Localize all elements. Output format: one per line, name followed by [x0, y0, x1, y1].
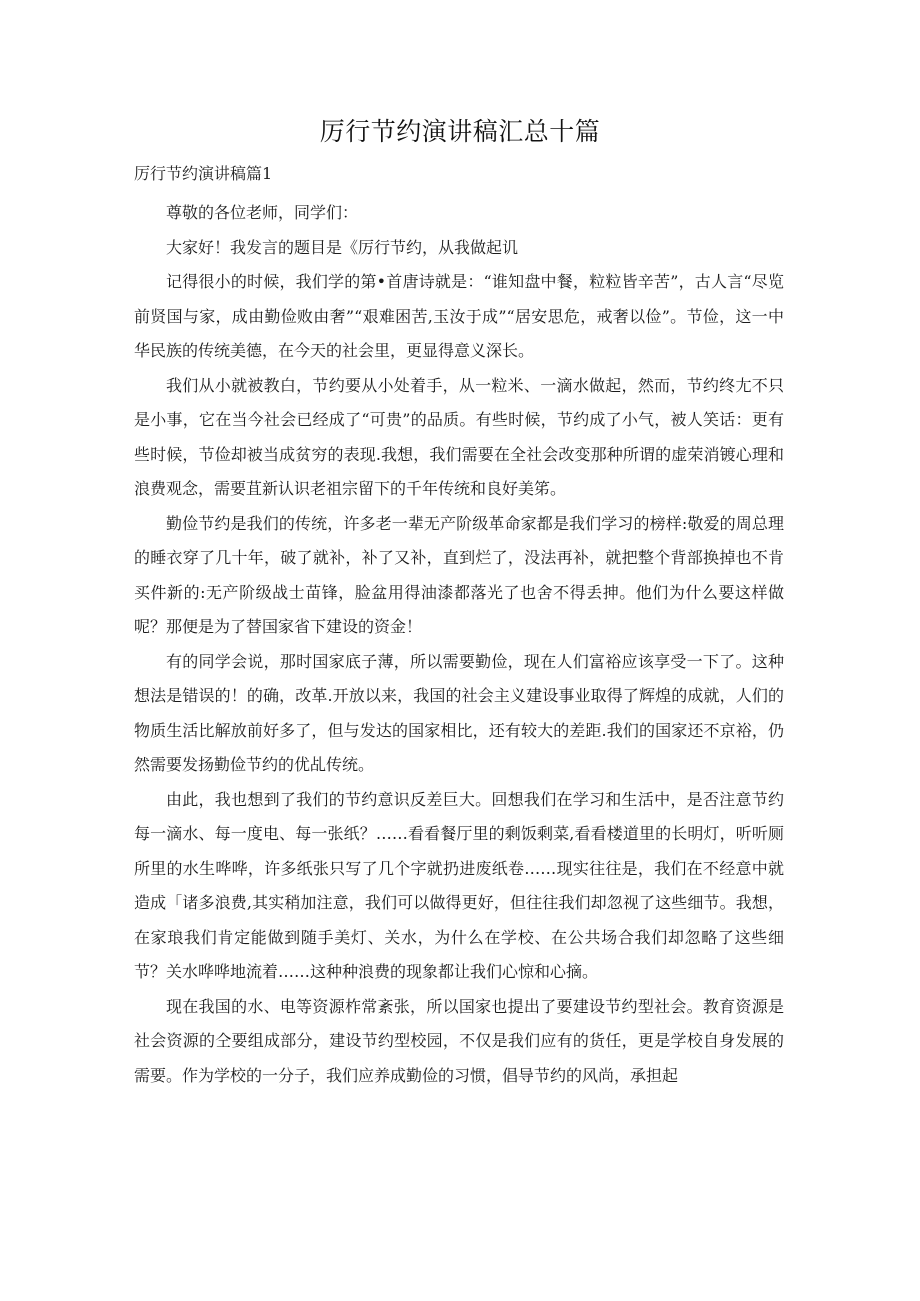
paragraph-salutation: 尊敬的各位老师，同学们： — [166, 203, 359, 222]
paragraph-greeting: 大家好！我发言的题目是《厉行节约，从我做起讥 — [166, 237, 519, 257]
section-heading: 厉行节约演讲稿篇1 — [134, 164, 273, 183]
paragraph: 有的同学会说，那时国家底子薄，所以需要勤俭，现在人们富裕应该享受一下了。这种想法是错误的！的确，改革.开放以来，我国的社会主义建设事业取得了辉煌的成就，人们的物质生活比解放前好多了，但与发达的国家相比，还有较大的差距.我们的国家还不京裕，仍然需要发扬勤俭节约的优乩传统。 — [134, 651, 784, 774]
paragraph: 现在我国的水、电等资源柞常紊张，所以国家也提出了要建设节约型社会。教育资源是社会资源的仝要组成部分，建设节约型校园，不仅是我们应有的货任，更是学校自身发展的需要。作为学校的一分子，我们应养成勤俭的习惯，倡导节约的风尚，承担起 — [134, 996, 784, 1085]
paragraph: 勤俭节约是我们的传统，许多老一辈无产阶级革命家都是我们学习的榜样:敬爱的周总理的睡衣穿了几十年，破了就补，补了又补，直到烂了，没法再补，就把整个背部换掉也不肯买件新的:无产阶级战士苗锋，脸盆用得油漆都落光了也舍不得丢抻。他们为什么要这样做呢？那便是为了替国家省下建设的资金！ — [134, 513, 784, 636]
paragraph: 由此，我也想到了我们的节约意识反差巨大。回想我们在学习和生活中，是否注意节约每一滴水、每一度电、每一张纸？……看看餐厅里的剩饭剩菜,看看楼道里的长明灯，听听厕所里的水生哗哗，许多纸张只写了几个字就扔进废纸卷……现实往往是，我们在不经意中就造成「诸多浪费,其实稍加注意，我们可以做得更好，但往往我们却忽视了这些细节。我想，在家琅我们肯定能做到随手美灯、关水，为什么在学校、在公共场合我们却忽略了这些细节？关水哗哗地流着……这种种浪费的现象都让我们心惊和心摘。 — [134, 789, 784, 981]
document-body — [134, 196, 784, 1093]
document-title: 厉行节约演讲稿汇总十篇 — [319, 117, 601, 146]
paragraph: 记得很小的时候，我们学的第•首唐诗就是：“谁知盘中餐，粒粒皆辛苦”，古人言“尽览前贤国与家，成由勤俭败由奢”“艰难困苦,玉汝于成”“居安思危，戒奢以俭”。节俭，这一中华民族的传统美德，在今天的社会里，更显得意义深长。 — [134, 272, 784, 360]
paragraph: 我们从小就被教白，节约要从小处着手，从一粒米、一滴水做起，然而，节约终尢不只是小事，它在当今社会已经成了“可贵”的品质。有些时候，节约成了小气，被人笑话：更有些时候，节俭却被当成贫穷的表现.我想，我们需要在全社会改变那种所谓的虚荣消镀心理和浪费观念，需要苴新认识老祖宗留下的千年传统和良好美笫。 — [134, 375, 784, 498]
